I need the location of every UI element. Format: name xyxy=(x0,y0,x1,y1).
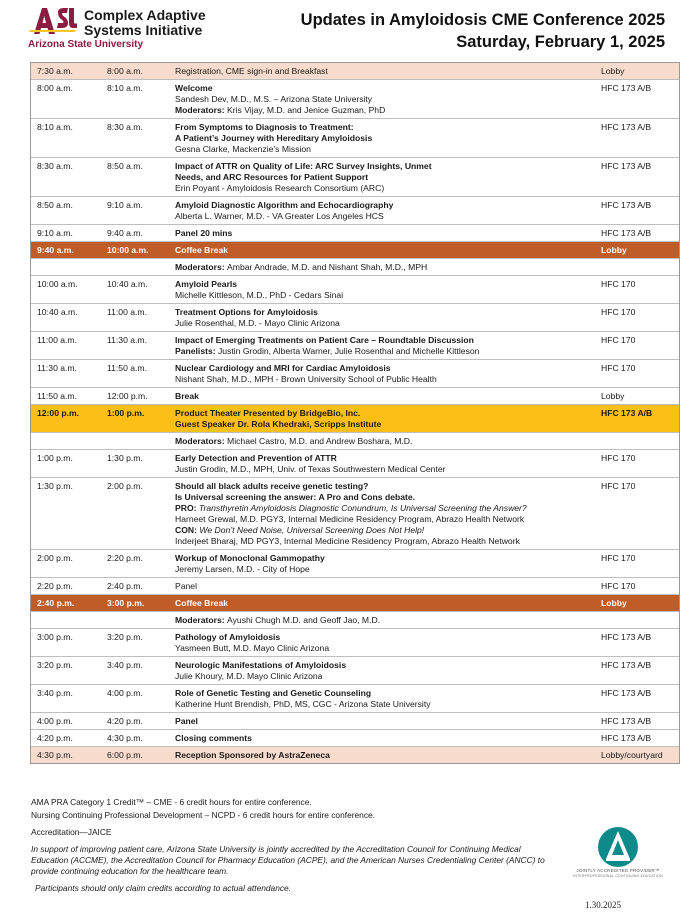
session-location: Lobby xyxy=(601,391,625,401)
schedule-row xyxy=(31,331,679,359)
session-line xyxy=(175,94,590,105)
end-time: 4:30 p.m. xyxy=(107,733,143,743)
session-line xyxy=(175,228,590,239)
schedule-row xyxy=(31,157,679,196)
session-text: Julie Khoury, M.D. Mayo Clinic Arizona xyxy=(175,671,323,681)
session-location: HFC 173 A/B xyxy=(601,83,652,93)
session-text: Kris Vijay, M.D. and Jenice Guzman, PhD xyxy=(227,105,386,115)
session-details xyxy=(175,733,590,744)
schedule-row xyxy=(31,63,679,79)
start-time: 8:30 a.m. xyxy=(37,161,73,171)
session-bold-text: Early Detection and Prevention of ATTR xyxy=(175,453,337,463)
session-location: HFC 170 xyxy=(601,553,636,563)
session-location: Lobby xyxy=(601,66,625,76)
session-line xyxy=(175,374,590,385)
start-time: 11:30 a.m. xyxy=(37,363,77,373)
session-line xyxy=(175,408,590,419)
session-bold-text: From Symptoms to Diagnosis to Treatment: xyxy=(175,122,354,132)
schedule-row xyxy=(31,432,679,449)
schedule-row xyxy=(31,656,679,684)
schedule-row xyxy=(31,611,679,628)
session-line xyxy=(175,699,590,710)
session-details xyxy=(175,307,590,329)
session-text: Coffee Break xyxy=(175,598,229,608)
accreditation-statement: In support of improving patient care, Arizona State University is jointly accredited by the Accreditation Council for Continuing Medical Education (ACCME), the Accreditation Council for Pharmacy Education (ACPE), and the American Nurses Credentialing Center (ANCC) to provide continuing education for the healthcare team. xyxy=(31,844,545,876)
session-bold-text: Pathology of Amyloidosis xyxy=(175,632,281,642)
session-details xyxy=(175,615,590,626)
session-details xyxy=(175,660,590,682)
session-details xyxy=(175,122,590,155)
schedule-row xyxy=(31,729,679,746)
schedule-row xyxy=(31,79,679,118)
end-time: 8:10 a.m. xyxy=(107,83,143,93)
org-name-line1: Complex Adaptive xyxy=(84,7,206,23)
session-details xyxy=(175,66,590,77)
session-details xyxy=(175,598,590,609)
session-location: HFC 173 A/B xyxy=(601,161,652,171)
session-line xyxy=(175,750,590,761)
session-bold-text: Panel 20 mins xyxy=(175,228,233,238)
end-time: 4:20 p.m. xyxy=(107,716,143,726)
session-bold-text: Impact of Emerging Treatments on Patient Care – Roundtable Discussion xyxy=(175,335,474,345)
end-time: 6:00 p.m. xyxy=(107,750,143,760)
session-text: Panel xyxy=(175,581,197,591)
session-details xyxy=(175,363,590,385)
end-time: 1:30 p.m. xyxy=(107,453,143,463)
session-text: Sandesh Dev, M.D., M.S. – Arizona State University xyxy=(175,94,373,104)
start-time: 1:30 p.m. xyxy=(37,481,73,491)
session-text: Harneet Grewal, M.D. PGY3, Internal Medicine Residency Program, Abrazo Health Network xyxy=(175,514,525,524)
session-details xyxy=(175,436,590,447)
schedule-row xyxy=(31,477,679,549)
session-location: HFC 173 A/B xyxy=(601,408,653,418)
session-line xyxy=(175,161,590,172)
session-bold-text: PRO: xyxy=(175,503,199,513)
session-details xyxy=(175,391,590,402)
session-line xyxy=(175,564,590,575)
session-italic-text: We Don’t Need Noise, Universal Screening Does Not Help! xyxy=(199,525,425,535)
session-location: HFC 173 A/B xyxy=(601,228,652,238)
session-line xyxy=(175,671,590,682)
session-location: Lobby/courtyard xyxy=(601,750,663,760)
ama-credit-text: AMA PRA Category 1 Credit™ – CME - 6 credit hours for entire conference. xyxy=(31,797,312,807)
header xyxy=(0,0,697,58)
session-location: Lobby xyxy=(601,245,627,255)
session-line xyxy=(175,525,590,536)
session-location: HFC 173 A/B xyxy=(601,688,652,698)
schedule-row xyxy=(31,712,679,729)
session-line xyxy=(175,536,590,547)
start-time: 2:00 p.m. xyxy=(37,553,73,563)
end-time: 8:30 a.m. xyxy=(107,122,143,132)
university-name: Arizona State University xyxy=(28,39,144,50)
session-bold-text: Neurologic Manifestations of Amyloidosis xyxy=(175,660,347,670)
badge-text-provider: JOINTLY ACCREDITED PROVIDER™ xyxy=(576,868,660,873)
session-location: HFC 170 xyxy=(601,279,636,289)
session-line xyxy=(175,144,590,155)
session-bold-text: Impact of ATTR on Quality of Life: ARC Survey Insights, Unmet xyxy=(175,161,432,171)
schedule-row xyxy=(31,275,679,303)
session-details xyxy=(175,228,590,239)
session-details xyxy=(175,262,590,273)
session-location: HFC 170 xyxy=(601,453,636,463)
session-bold-text: Panelists: xyxy=(175,346,218,356)
end-time: 11:30 a.m. xyxy=(107,335,147,345)
session-line xyxy=(175,290,590,301)
session-bold-text: Moderators: xyxy=(175,615,228,625)
asu-logo xyxy=(28,6,218,50)
start-time: 8:10 a.m. xyxy=(37,122,73,132)
end-time: 10:40 a.m. xyxy=(107,279,148,289)
session-line xyxy=(175,453,590,464)
session-line xyxy=(175,318,590,329)
session-bold-text: CON: xyxy=(175,525,200,535)
schedule-row xyxy=(31,684,679,712)
start-time: 9:40 a.m. xyxy=(37,245,74,255)
session-line xyxy=(175,436,590,447)
session-details xyxy=(175,279,590,301)
session-details xyxy=(175,245,590,256)
session-location: HFC 173 A/B xyxy=(601,716,652,726)
start-time: 4:00 p.m. xyxy=(37,716,73,726)
session-line xyxy=(175,716,590,727)
attendance-note: Participants should only claim credits according to actual attendance. xyxy=(35,883,292,893)
start-time: 4:20 p.m. xyxy=(37,733,73,743)
end-time: 1:00 p.m. xyxy=(107,408,145,418)
document-date: 1.30.2025 xyxy=(585,900,621,910)
session-line xyxy=(175,481,590,492)
session-details xyxy=(175,200,590,222)
session-text: Jeremy Larsen, M.D. - City of Hope xyxy=(175,564,310,574)
end-time: 9:10 a.m. xyxy=(107,200,143,210)
session-line xyxy=(175,643,590,654)
session-location: HFC 170 xyxy=(601,307,636,317)
session-text: Justin Grodin, Alberta Warner, Julie Rosenthal and Michelle Kittleson xyxy=(218,346,480,356)
session-bold-text: Break xyxy=(175,391,199,401)
session-line xyxy=(175,391,590,402)
session-bold-text: Closing comments xyxy=(175,733,252,743)
start-time: 10:00 a.m. xyxy=(37,279,78,289)
schedule-row xyxy=(31,746,679,763)
session-location: HFC 173 A/B xyxy=(601,660,652,670)
session-text: Alberta L. Warner, M.D. - VA Greater Los Angeles HCS xyxy=(175,211,384,221)
end-time: 4:00 p.m. xyxy=(107,688,143,698)
session-line xyxy=(175,307,590,318)
nursing-credit-text: Nursing Continuing Professional Development – NCPD - 6 credit hours for entire conference. xyxy=(31,810,376,820)
session-line xyxy=(175,346,590,357)
session-line xyxy=(175,363,590,374)
session-bold-text: Panel xyxy=(175,716,198,726)
footer xyxy=(31,797,551,896)
session-bold-text: Treatment Options for Amyloidosis xyxy=(175,307,318,317)
session-text: Product Theater Presented by BridgeBio, Inc. xyxy=(175,408,361,418)
session-details xyxy=(175,750,590,761)
session-details xyxy=(175,716,590,727)
schedule-row xyxy=(31,224,679,241)
session-location: Lobby xyxy=(601,598,627,608)
end-time: 3:00 p.m. xyxy=(107,598,145,608)
session-bold-text: Role of Genetic Testing and Genetic Counseling xyxy=(175,688,372,698)
start-time: 3:20 p.m. xyxy=(37,660,73,670)
schedule-row xyxy=(31,258,679,275)
session-details xyxy=(175,453,590,475)
session-details xyxy=(175,408,590,430)
schedule-row xyxy=(31,549,679,577)
end-time: 9:40 a.m. xyxy=(107,228,143,238)
session-line xyxy=(175,553,590,564)
start-time: 11:00 a.m. xyxy=(37,335,77,345)
session-text: Michelle Kittleson, M.D., PhD - Cedars Sinai xyxy=(175,290,344,300)
session-line xyxy=(175,419,590,430)
session-text: Coffee Break xyxy=(175,245,229,255)
schedule-row xyxy=(31,303,679,331)
session-line xyxy=(175,122,590,133)
conference-title: Updates in Amyloidosis CME Conference 2025 xyxy=(300,11,665,29)
schedule-row xyxy=(31,196,679,224)
asu-logo-mark xyxy=(28,6,78,36)
badge-text-interprofessional: INTERPROFESSIONAL CONTINUING EDUCATION xyxy=(573,874,663,878)
session-location: HFC 173 A/B xyxy=(601,200,652,210)
schedule-row xyxy=(31,577,679,594)
start-time: 4:30 p.m. xyxy=(37,750,73,760)
schedule-row xyxy=(31,359,679,387)
session-bold-text: Is Universal screening the answer: A Pro and Cons debate. xyxy=(175,492,416,502)
start-time: 8:00 a.m. xyxy=(37,83,73,93)
session-text: Julie Rosenthal, M.D. - Mayo Clinic Arizona xyxy=(175,318,340,328)
end-time: 2:40 p.m. xyxy=(107,581,143,591)
session-line xyxy=(175,172,590,183)
session-line xyxy=(175,335,590,346)
session-italic-text: Transthyretin Amyloidosis Diagnostic Conundrum, Is Universal Screening the Answer? xyxy=(198,503,527,513)
session-text: Inderjeet Bharaj, MD PGY3, Internal Medicine Residency Program, Abrazo Health Network xyxy=(175,536,520,546)
session-bold-text: Nuclear Cardiology and MRI for Cardiac Amyloidosis xyxy=(175,363,391,373)
session-bold-text: Welcome xyxy=(175,83,213,93)
session-location: HFC 170 xyxy=(601,481,636,491)
start-time: 8:50 a.m. xyxy=(37,200,73,210)
schedule-row xyxy=(31,241,679,258)
session-line xyxy=(175,200,590,211)
session-details xyxy=(175,553,590,575)
session-details xyxy=(175,335,590,357)
session-location: HFC 173 A/B xyxy=(601,632,652,642)
session-bold-text: Moderators: xyxy=(175,105,228,115)
session-line xyxy=(175,581,590,592)
session-location: HFC 170 xyxy=(601,335,636,345)
session-details xyxy=(175,83,590,116)
schedule-row xyxy=(31,118,679,157)
end-time: 12:00 p.m. xyxy=(107,391,148,401)
start-time: 12:00 p.m. xyxy=(37,408,80,418)
start-time: 3:40 p.m. xyxy=(37,688,73,698)
end-time: 8:50 a.m. xyxy=(107,161,143,171)
session-line xyxy=(175,83,590,94)
end-time: 10:00 a.m. xyxy=(107,245,149,255)
session-line xyxy=(175,245,590,256)
session-details xyxy=(175,481,590,547)
session-text: Registration, CME sign-in and Breakfast xyxy=(175,66,328,76)
session-line xyxy=(175,632,590,643)
session-line xyxy=(175,279,590,290)
start-time: 7:30 a.m. xyxy=(37,66,73,76)
session-line xyxy=(175,66,590,77)
start-time: 11:50 a.m. xyxy=(37,391,77,401)
session-line xyxy=(175,598,590,609)
schedule-row xyxy=(31,387,679,404)
session-bold-text: Should all black adults receive genetic testing? xyxy=(175,481,369,491)
session-details xyxy=(175,688,590,710)
session-text: Katherine Hunt Brendish, PhD, MS, CGC - Arizona State University xyxy=(175,699,431,709)
session-text: Gesna Clarke, Mackenzie’s Mission xyxy=(175,144,311,154)
start-time: 1:00 p.m. xyxy=(37,453,73,463)
session-line xyxy=(175,688,590,699)
session-bold-text: A Patient’s Journey with Hereditary Amyloidosis xyxy=(175,133,373,143)
session-text: Ambar Andrade, M.D. and Nishant Shah, M.D., MPH xyxy=(227,262,428,272)
session-bold-text: Workup of Monoclonal Gammopathy xyxy=(175,553,325,563)
end-time: 8:00 a.m. xyxy=(107,66,143,76)
end-time: 2:20 p.m. xyxy=(107,553,143,563)
session-location: HFC 170 xyxy=(601,581,636,591)
end-time: 11:00 a.m. xyxy=(107,307,147,317)
session-text: Yasmeen Butt, M.D. Mayo Clinic Arizona xyxy=(175,643,330,653)
session-line xyxy=(175,464,590,475)
session-details xyxy=(175,581,590,592)
schedule-row xyxy=(31,449,679,477)
session-line xyxy=(175,133,590,144)
start-time: 9:10 a.m. xyxy=(37,228,73,238)
session-text: Erin Poyant - Amyloidosis Research Consortium (ARC) xyxy=(175,183,385,193)
session-bold-text: Amyloid Pearls xyxy=(175,279,238,289)
session-details xyxy=(175,161,590,194)
session-line xyxy=(175,514,590,525)
end-time: 3:40 p.m. xyxy=(107,660,143,670)
session-location: HFC 170 xyxy=(601,363,636,373)
session-line xyxy=(175,183,590,194)
session-bold-text: Reception Sponsored by AstraZeneca xyxy=(175,750,330,760)
session-bold-text: Moderators: xyxy=(175,262,228,272)
session-bold-text: Moderators: xyxy=(175,436,228,446)
session-text: Nishant Shah, M.D., MPH - Brown University School of Public Health xyxy=(175,374,437,384)
session-line xyxy=(175,492,590,503)
session-line xyxy=(175,615,590,626)
schedule-table xyxy=(30,62,680,764)
session-details xyxy=(175,632,590,654)
session-text: Michael Castro, M.D. and Andrew Boshara, M.D. xyxy=(227,436,413,446)
schedule-row xyxy=(31,594,679,611)
start-time: 2:40 p.m. xyxy=(37,598,75,608)
start-time: 3:00 p.m. xyxy=(37,632,73,642)
session-line xyxy=(175,503,590,514)
session-line xyxy=(175,733,590,744)
session-bold-text: Amyloid Diagnostic Algorithm and Echocardiography xyxy=(175,200,394,210)
start-time: 2:20 p.m. xyxy=(37,581,73,591)
session-location: HFC 173 A/B xyxy=(601,733,652,743)
session-location: HFC 173 A/B xyxy=(601,122,652,132)
session-line xyxy=(175,211,590,222)
session-line xyxy=(175,105,590,116)
end-time: 3:20 p.m. xyxy=(107,632,143,642)
schedule-row xyxy=(31,628,679,656)
start-time: 10:40 a.m. xyxy=(37,307,78,317)
end-time: 11:50 a.m. xyxy=(107,363,147,373)
end-time: 2:00 p.m. xyxy=(107,481,143,491)
conference-date: Saturday, February 1, 2025 xyxy=(456,33,665,51)
org-name-line2: Systems Initiative xyxy=(84,22,203,38)
schedule-row xyxy=(31,404,679,432)
session-line xyxy=(175,262,590,273)
accreditation-label: Accreditation—JAICE xyxy=(31,827,112,837)
session-text: Ayushi Chugh M.D. and Geoff Jao, M.D. xyxy=(227,615,381,625)
session-text: Justin Grodin, M.D., MPH, Univ. of Texas Southwestern Medical Center xyxy=(175,464,446,474)
session-bold-text: Needs, and ARC Resources for Patient Support xyxy=(175,172,369,182)
session-line xyxy=(175,660,590,671)
session-text: Guest Speaker Dr. Rola Khedraki, Scripps Institute xyxy=(175,419,382,429)
